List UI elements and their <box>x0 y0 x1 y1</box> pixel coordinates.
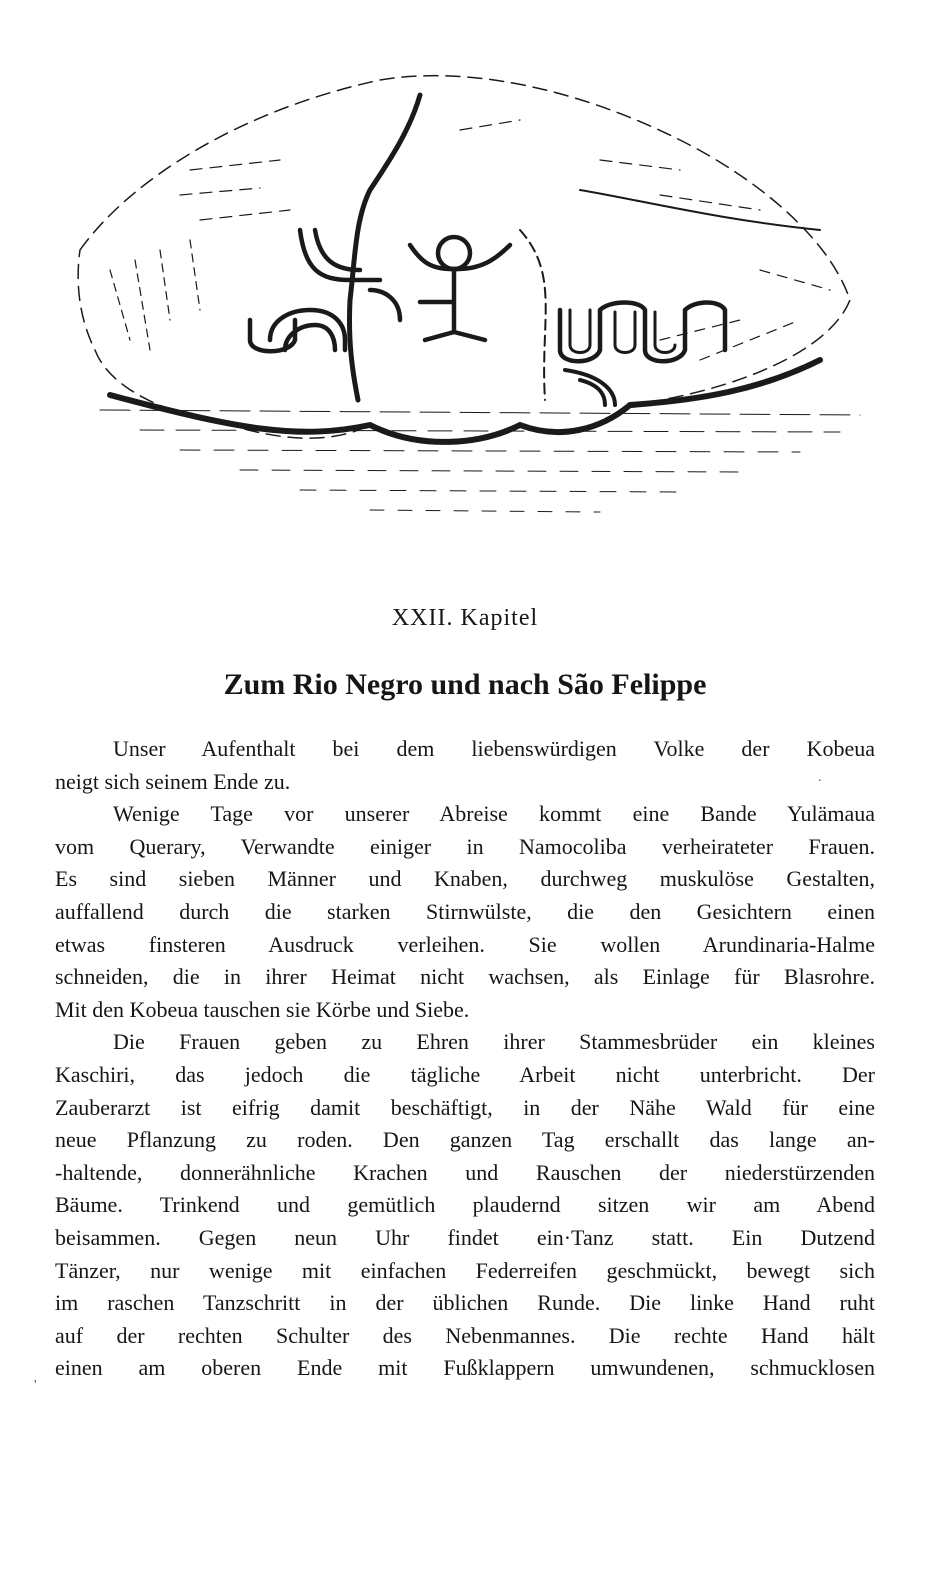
text-line: -haltende, donnerähnliche Krachen und Rauschen der niederstürzenden <box>55 1159 875 1185</box>
glyph-arc <box>565 370 615 405</box>
text-line: Zauberarzt ist eifrig damit beschäftigt, in der Nähe Wald für eine <box>55 1094 875 1120</box>
speck-mark: . <box>818 770 822 785</box>
margin-mark: ' <box>34 1378 37 1393</box>
text-line: im raschen Tanzschritt in der üblichen Runde. Die linke Hand ruht <box>55 1290 875 1316</box>
chapter-heading: XXII. Kapitel <box>391 605 539 631</box>
text-line: schneiden, die in ihrer Heimat nicht wachsen, als Einlage für Blasrohre. <box>55 964 875 990</box>
ground-shadow <box>110 360 820 442</box>
text-line: Es sind sieben Männer und Knaben, durchweg muskulöse Gestalten, <box>55 866 875 892</box>
paragraph <box>55 1026 875 1385</box>
text-line: vom Querary, Verwandte einiger in Namocoliba verheirateter Frauen. <box>55 833 875 859</box>
text-line: Kaschiri, das jedoch die tägliche Arbeit nicht unterbricht. Der <box>55 1061 875 1087</box>
glyph-head <box>438 237 470 269</box>
text-line: Unser Aufenthalt bei dem liebenswürdigen Volke der Kobeua <box>113 736 875 761</box>
text-line: Die Frauen geben zu Ehren ihrer Stammesbrüder ein kleines <box>113 1029 875 1055</box>
text-line: Mit den Kobeua tauschen sie Körbe und Siebe. <box>55 996 470 1022</box>
text-line: neue Pflanzung zu roden. Den ganzen Tag erschallt das lange an- <box>55 1127 875 1153</box>
text-line: neigt sich seinem Ende zu. <box>55 768 291 794</box>
text-line: etwas finsteren Ausdruck verleihen. Sie wollen Arundinaria-Halme <box>55 931 875 957</box>
paragraph <box>55 733 875 798</box>
paragraph <box>55 798 875 1026</box>
petroglyph-illustration <box>40 20 870 540</box>
text-line: auffallend durch die starken Stirnwülste, die den Gesichtern einen <box>55 898 875 924</box>
body-text <box>55 733 875 1385</box>
glyph-left-figure <box>250 230 380 351</box>
text-line: beisammen. Gegen neun Uhr findet ein·Tanz statt. Ein Dutzend <box>55 1224 875 1250</box>
text-line: Bäume. Trinkend und gemütlich plaudernd sitzen wir am Abend <box>55 1192 875 1218</box>
chapter-title: Zum Rio Negro und nach São Felippe <box>223 668 707 701</box>
text-line: Wenige Tage vor unserer Abreise kommt eine Bande Yulämaua <box>113 801 875 827</box>
text-line: Tänzer, nur wenige mit einfachen Federreifen geschmückt, bewegt sich <box>55 1257 875 1283</box>
text-line: einen am oberen Ende mit Fußklappern umwundenen, schmucklosen <box>55 1355 875 1381</box>
text-line: auf der rechten Schulter des Nebenmannes. Die rechte Hand hält <box>55 1322 875 1348</box>
rock-outline <box>78 76 850 442</box>
